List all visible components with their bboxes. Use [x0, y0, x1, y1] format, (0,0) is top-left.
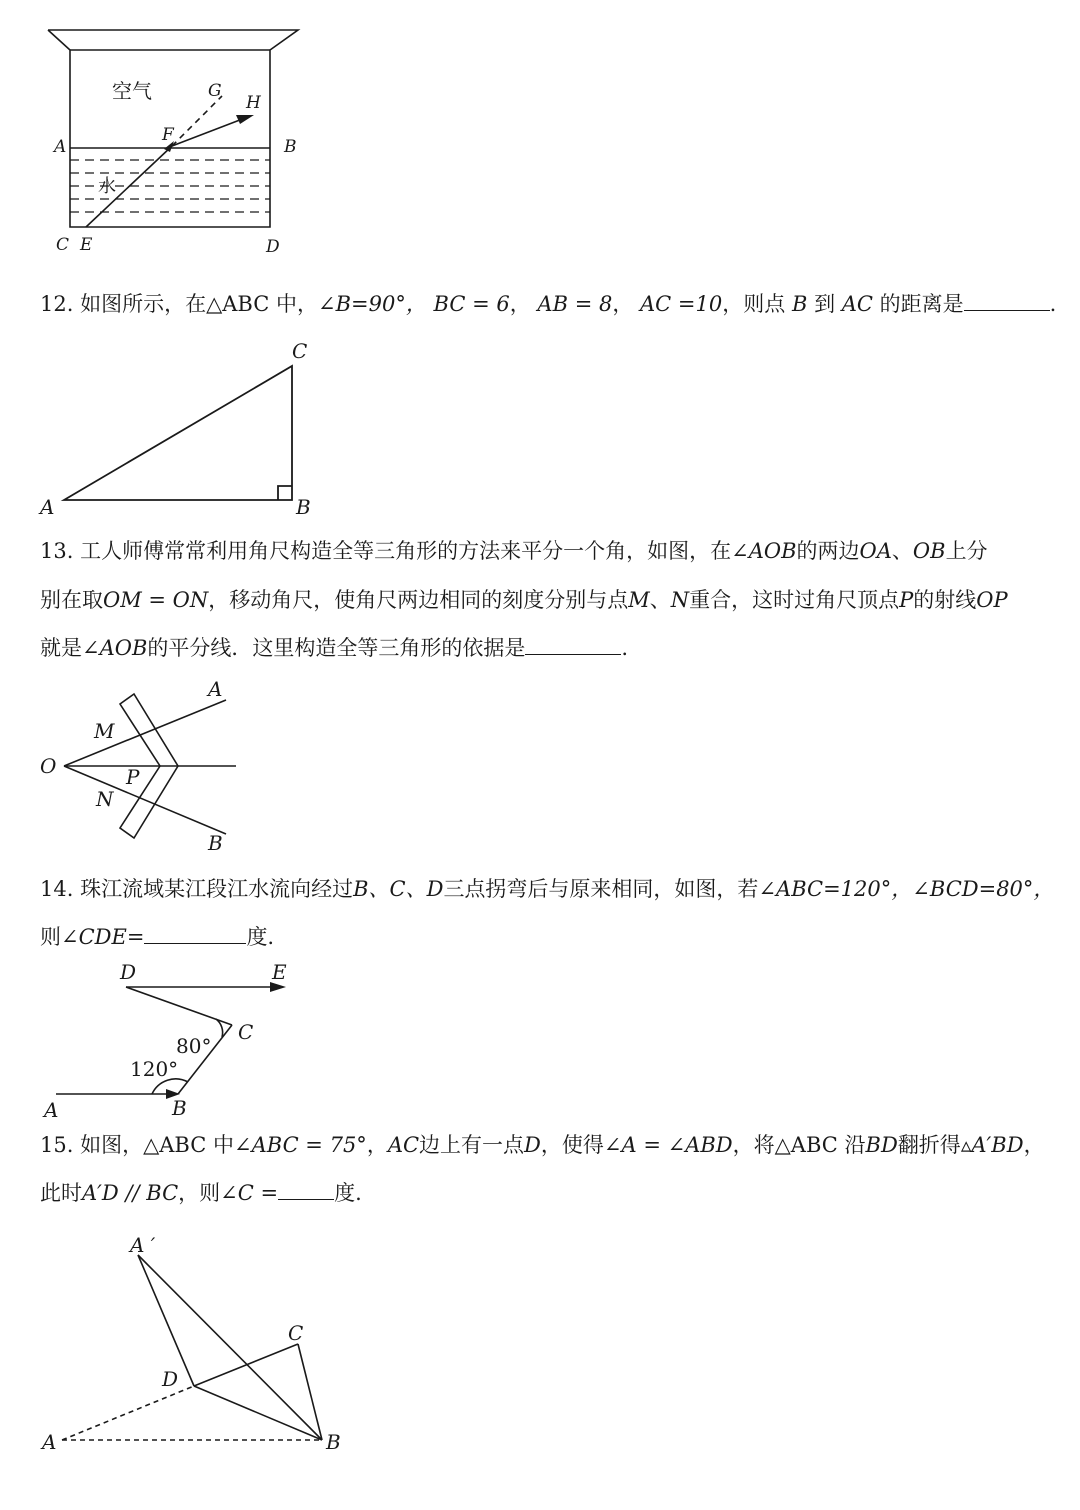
label-D: D — [120, 960, 137, 984]
question-15-line-2: 此时A′D // BC，则∠C = 度. — [40, 1181, 362, 1205]
figure-refraction-container — [40, 20, 310, 260]
figure-river-bend — [30, 955, 310, 1125]
segment-D-B — [194, 1386, 322, 1440]
label-B: B — [172, 1096, 187, 1120]
segment-D-C — [194, 1344, 298, 1386]
question-14-line-2: 则∠CDE= 度. — [40, 925, 275, 949]
label-120-degrees: 120° — [130, 1057, 179, 1081]
figure-folded-triangle — [30, 1228, 370, 1463]
label-A: A — [208, 677, 223, 701]
question-15-line-1: 15. 如图，△ABC 中∠ABC = 75°，AC边上有一点D，使得∠A = ∠ABD，将△ABC 沿BD翻折得▵A′BD， — [40, 1133, 1045, 1157]
label-H: H — [246, 93, 261, 113]
label-D: D — [162, 1367, 179, 1391]
answer-blank — [278, 1181, 334, 1200]
label-B: B — [208, 831, 223, 855]
question-13-line-2: 别在取OM = ON，移动角尺，使角尺两边相同的刻度分别与点M、N重合，这时过角尺顶点P的射线OP — [40, 588, 1008, 612]
question-12: 12. 如图所示，在△ABC 中，∠B=90°， BC = 6， AB = 8， AC =10，则点 B 到 AC 的距离是 . — [40, 292, 1057, 316]
ray-OA — [64, 700, 226, 766]
label-E: E — [80, 235, 93, 255]
question-13-line-1: 13. 工人师傅常常利用角尺构造全等三角形的方法来平分一个角，如图，在∠AOB的两边OA、OB上分 — [40, 539, 988, 563]
figure-angle-bisector-square — [30, 672, 260, 862]
segment-A-D-dashed — [62, 1386, 194, 1440]
label-80-degrees: 80° — [176, 1034, 212, 1058]
label-A: A — [54, 137, 67, 157]
label-A-prime: A ′ — [130, 1233, 156, 1257]
answer-blank — [525, 636, 621, 655]
label-F: F — [162, 125, 174, 145]
label-O: O — [40, 754, 57, 778]
segment-C-B — [298, 1344, 322, 1440]
label-A: A — [40, 495, 55, 519]
question-14-line-1: 14. 珠江流域某江段江水流向经过B、C、D三点拐弯后与原来相同，如图，若∠ABC=120°，∠BCD=80°， — [40, 877, 1055, 901]
label-E: E — [272, 960, 287, 984]
label-air: 空气 — [112, 79, 152, 103]
ray-OB — [64, 766, 226, 834]
label-G: G — [208, 81, 222, 101]
label-B: B — [296, 495, 311, 519]
arrow-head-h — [236, 115, 254, 124]
answer-blank — [144, 925, 246, 944]
label-C: C — [56, 235, 70, 255]
refracted-ray — [172, 118, 245, 146]
answer-blank — [964, 292, 1050, 311]
label-C: C — [238, 1020, 254, 1044]
label-A: A — [44, 1098, 59, 1122]
label-water: 水 — [98, 176, 116, 197]
label-B: B — [326, 1430, 341, 1454]
label-M: M — [94, 719, 115, 743]
question-13-line-3: 就是∠AOB的平分线．这里构造全等三角形的依据是 . — [40, 636, 629, 660]
label-B: B — [284, 137, 297, 157]
triangle-abc — [64, 366, 292, 500]
segment-A1-B — [138, 1255, 322, 1440]
label-C: C — [288, 1321, 304, 1345]
label-C: C — [292, 339, 308, 363]
label-N: N — [96, 787, 114, 811]
extension-dashed-ray — [172, 96, 222, 146]
label-A: A — [42, 1430, 57, 1454]
figure-right-triangle — [30, 330, 330, 525]
right-angle-mark — [278, 486, 292, 500]
label-P: P — [126, 765, 140, 789]
label-D: D — [266, 237, 280, 257]
